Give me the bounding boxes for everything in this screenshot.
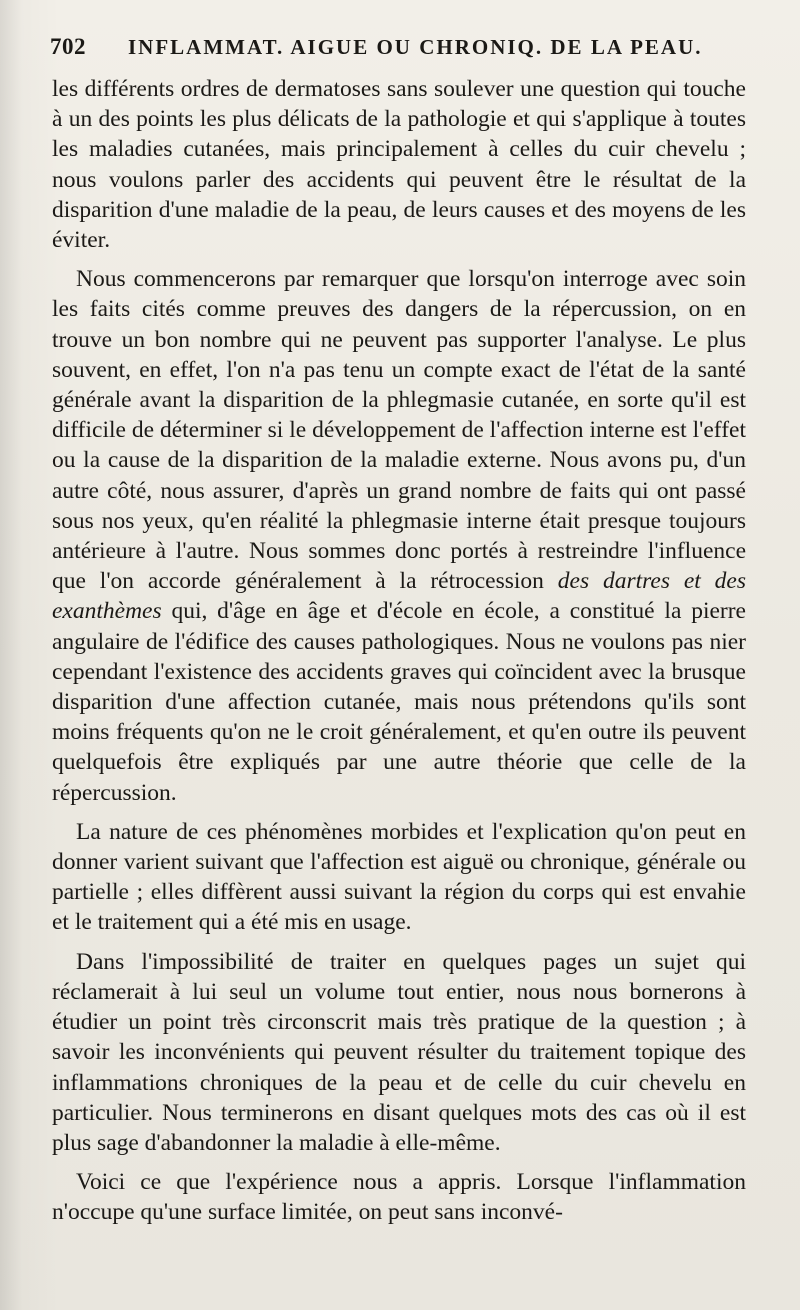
paragraph-repercussion xyxy=(52,264,746,808)
running-head: INFLAMMAT. AIGUE OU CHRONIQ. DE LA PEAU. xyxy=(128,35,703,59)
paragraph-experience: Voici ce que l'expérience nous a appris. Lorsque l'inflammation n'occupe qu'une surface limitée, on peut sans inconvé- xyxy=(52,1169,746,1226)
paragraph-nature: La nature de ces phénomènes morbides et l'explication qu'on peut en donner varient suivant que l'affection est aiguë ou chronique, générale ou partielle ; elles diffèrent aussi suivant la région du corps qui est envahie et le traitement qui a été mis en usage. xyxy=(52,818,746,936)
body-text xyxy=(52,74,746,1237)
paragraph-text: Nous commencerons par remarquer que lorsqu'on interroge avec soin les faits cités comme preuves des dangers de la répercussion, on en trouve un bon nombre qui ne peuvent pas supporter l'analyse. Le plus souvent, en effet, l'on n'a pas tenu un compte exact de l'état de la santé générale avant la disparition de la phlegmasie cutanée, en sorte qu'il est difficile de déterminer si le développement de l'affection interne est l'effet ou la cause de la disparition de la maladie externe. Nous avons pu, d'un autre côté, nous assurer, d'après un grand nombre de faits qui ont passé sous nos yeux, qu'en réalité la phlegmasie interne était presque toujours antérieure à l'autre. Nous sommes donc portés à restreindre l'influence que l'on accorde généralement à la rétrocession xyxy=(52,266,746,595)
paragraph-impossibility: Dans l'impossibilité de traiter en quelques pages un sujet qui réclamerait à lui seul un volume tout entier, nous nous bornerons à étudier un point très circonscrit mais très pratique de la question ; à savoir les inconvénients qui peuvent résulter du traitement topique des inflammations chroniques de la peau et de celle du cuir chevelu en particulier. Nous terminerons en disant quelques mots des cas où il est plus sage d'abandonner la maladie à elle-même. xyxy=(52,948,746,1156)
paragraph-continuation: les différents ordres de dermatoses sans soulever une question qui touche à un des points les plus délicats de la pathologie et qui s'applique à toutes les maladies cutanées, mais principalement à celles du cuir chevelu ; nous voulons parler des accidents qui peuvent être le résultat de la disparition d'une maladie de la peau, de leurs causes et des moyens de les éviter. xyxy=(52,76,746,254)
page-header xyxy=(50,30,750,70)
paragraph-text: qui, d'âge en âge et d'école en école, a constitué la pierre angulaire de l'édifice des causes pathologiques. Nous ne voulons pas nier cependant l'existence des accidents graves qui coïncident avec la brusque disparition d'une affection cutanée, mais nous prétendons qu'ils sont moins fréquents qu'on ne le croit généralement, et qu'en outre ils peuvent quelquefois être expliqués par une autre théorie que celle de la répercussion. xyxy=(52,598,746,806)
italic-phrase: des dartres et des exanthèmes xyxy=(52,568,746,625)
page-number: 702 xyxy=(50,34,86,59)
